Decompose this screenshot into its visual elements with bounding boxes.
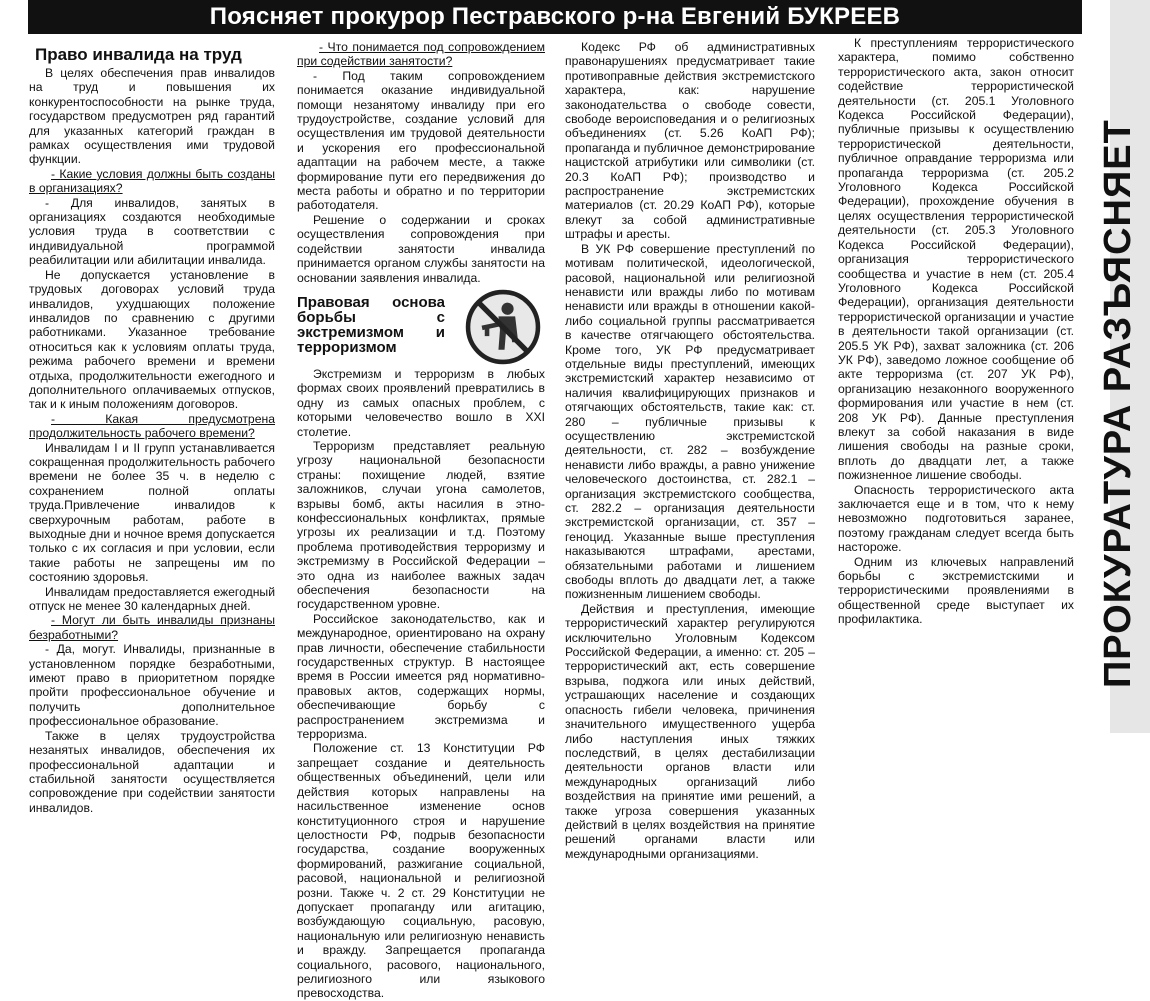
question-text: - Что понимается под сопровождением при содействии занятости? [297,40,545,69]
paragraph: Опасность террористического акта заключается еще и в том, что к нему невозможно подготовиться заранее, поэтому гражданам следует всегда быть настороже. [838,482,1074,555]
column-1 [29,40,275,815]
answer: - Да, могут. Инвалиды, признанные в установленном порядке безработными, имеют право в приоритетном порядке пройти профессиональное обучение и получить дополнительное профессиональное образование. [29,642,275,729]
paragraph: Российское законодательство, как и международное, ориентировано на охрану прав личности, обеспечение стабильности государственных структур. В настоящее время в России имеется ряд нормативно-правовых актов, содержащих нормы, обеспечивающие борьбу с распространением экстремизма и терроризма. [297,611,545,742]
answer: - Под таким сопровождением понимается оказание индивидуальной помощи незанятому инвалиду при его трудоустройстве, создание условий для осуществления им трудовой деятельности и ускорения его профессиональной адаптации на рабочем месте, а также формирование пути его передвижения до места работы и обратно и по территории работодателя. [297,68,545,213]
paragraph: Действия и преступления, имеющие террористический характер регулируются исключительно Уголовным Кодексом Российской Федерации, а именно: ст. 205 – террористический акт, есть совершение взрыва, поджога или иных действий, устрашающих население и создающих опасность гибели человека, причинения значительного имущественного ущерба либо наступления иных тяжких последствий, в целях дестабилизации деятельности органов власти или международных организаций либо воздействия на принятие ими решений, а также угроза совершения указанных действий в целях воздействия на принятие решений органами власти или международными организациями. [565,601,815,861]
question-text: - Какая предусмотрена продолжительность рабочего времени? [29,411,275,441]
question [29,167,275,196]
paragraph: Одним из ключевых направлений борьбы с экстремистскими и террористическими проявлениями в общественной среде выступает их профилактика. [838,554,1074,627]
paragraph: Не допускается установление в трудовых договорах условий труда инвалидов, ухудшающих положение инвалидов по сравнению с другими работниками. Указанное требование относиться как к условиям оплаты труда, режима рабочего времени и времени отдыха, продолжительности ежегодного и дополнительного оплачиваемых отпусков, так и к иным положениям договоров. [29,267,275,412]
paragraph: Положение ст. 13 Конституции РФ запрещает создание и деятельность общественных объединений, цели или действия которых направлены на насильственное изменение основ конституционного строя и нарушение целостности РФ, подрыв безопасности государства, создание вооруженных формирований, разжигание социальной, расовой, национальной и религиозной розни. Также ч. 2 ст. 29 Конституции не допускает пропаганду или агитацию, возбуждающую социальную, расовую, национальную или религиозную ненависть и вражду. Запрещается пропаганда социального, расового, национального, религиозного или языкового превосходства. [297,741,545,1001]
paragraph: Экстремизм и терроризм в любых формах своих проявлений превратились в одну из самых опасных проблем, с которыми человечество вошло в XXI столетие. [297,366,545,439]
paragraph: В УК РФ совершение преступлений по мотивам политической, идеологической, расовой, национальной или религиозной ненависти или вражды либо по мотивам ненависти или вражды в отношении какой-либо социальной группы рассматривается в качестве отягчающего обстоятельства. Кроме того, УК РФ предусматривает отдельные виды преступлений, имеющих экстремистский характер независимо от наличия квалифицирующих признаков и отягчающих обстоятельств, такие как: ст. 280 – публичные призывы к осуществлению экстремистской деятельности, ст. 282 – возбуждение ненависти либо вражды, а равно унижение человеческого достоинства, ст. 282.1 – организация экстремистского сообщества, ст. 282.2 – организация деятельности экстремистской организации, ст. 357 – геноцид. Указанные выше преступления наказываются штрафами, арестами, обязательными работами и лишением свободы вплоть до двадцати лет, а также пожизненным лишением свободы. [565,241,815,602]
paragraph: Также в целях трудоустройства незанятых инвалидов, обеспечения их профессиональной адаптации и стабильной занятости осуществляется сопровождение при содействии занятости инвалидов. [29,728,275,815]
question-text: - Могут ли быть инвалиды признаны безработными? [29,613,275,642]
page-banner: Поясняет прокурор Пестравского р-на Евгений БУКРЕЕВ [28,0,1082,34]
paragraph: Кодекс РФ об административных правонарушениях предусматривает такие противоправные действия экстремистского характера, как: нарушение законодательства о свободе совести, свободе вероисповедания и о религиозных объединениях (ст. 5.26 КоАП РФ); пропаганда и публичное демонстрирование нацистской атрибутики или символики (ст. 20.3 КоАП РФ); производство и распространение экстремистских материалов (ст. 20.29 КоАП РФ), которые влекут за собой административные штрафы и аресты. [565,40,815,242]
question [29,613,275,642]
column-4 [838,36,1074,726]
paragraph: В целях обеспечения прав инвалидов на труд и повышения их конкурентоспособности на рынке труда, государством предусмотрен ряд гарантий для указанных категорий граждан в рамках осуществления ими трудовой функции. [29,66,275,167]
column-3 [565,40,815,861]
question-text: - Какие условия должны быть созданы в организациях? [29,166,275,196]
column-2 [297,40,545,1001]
paragraph: К преступлениям террористического характера, помимо собственно террористического акта, закон относит содействие террористической деятельности (ст. 205.1 Уголовного Кодекса Российской Федерации), публичные призывы к осуществлению террористической деятельности, публичное оправдание терроризма или пропаганда терроризма (ст. 205.2 Уголовного Кодекса Российской Федерации), прохождение обучения в целях осуществления террористической деятельности (ст. 205.3 Уголовного Кодекса Российской Федерации), организация террористического сообщества и участие в нем (ст. 205.4 Уголовного Кодекса Российской Федерации), организация деятельности террористической организации и участие в деятельности такой организации (ст. 205.5 УК РФ), захват заложника (ст. 206 УК РФ), заведомо ложное сообщение об акте терроризма (ст. 207 УК РФ), организацию незаконного вооруженного формирования или участие в нем (ст. 208 УК РФ). Данные преступления влекут за собой наказания в виде лишения свободы на разные сроки, вплоть до двадцати лет, а также пожизненное лишение свободы. [838,36,1074,483]
paragraph: Терроризм представляет реальную угрозу национальной безопасности страны: похищение людей, взятие заложников, случаи угона самолетов, взрывы бомб, акты насилия в этно-конфессиональных конфликтах, прямые угрозы их реализации и т.д. Поэтому проблема противодействия терроризму и экстремизму в Российской Федерации – это одна из наиболее важных задач обеспечения безопасности на государственном уровне. [297,438,545,612]
answer: Инвалидам I и II групп устанавливается сокращенная продолжительность рабочего времени не более 35 ч. в неделю с сохранением полной оплаты труда.Привлечение инвалидов к сверхурочным работам, работе в выходные дни и ночное время допускается только с их согласия и при условии, если такие работы не запрещены им по состоянию здоровья. [29,440,275,585]
answer: - Для инвалидов, занятых в организациях создаются необходимые условия труда в соответствии с индивидуальной программой реабилитации или абилитации инвалида. [29,195,275,268]
question [297,40,545,69]
paragraph: Инвалидам предоставляется ежегодный отпуск не менее 30 календарных дней. [29,584,275,614]
question [29,412,275,441]
article-title-extremism: Правовая основа борьбы с экстремизмом и терроризмом [297,293,445,356]
article-header-extremism [297,295,545,365]
no-terrorism-sign-icon [465,289,541,365]
sidebar-label: ПРОКУРАТУРА РАЗЪЯСНЯЕТ [1097,119,1139,688]
paragraph: Решение о содержании и сроках осуществления сопровождения при содействии занятости инвалида принимается органом службы занятости на основании заявления инвалида. [297,212,545,285]
article-title-disability: Право инвалида на труд [35,45,242,64]
